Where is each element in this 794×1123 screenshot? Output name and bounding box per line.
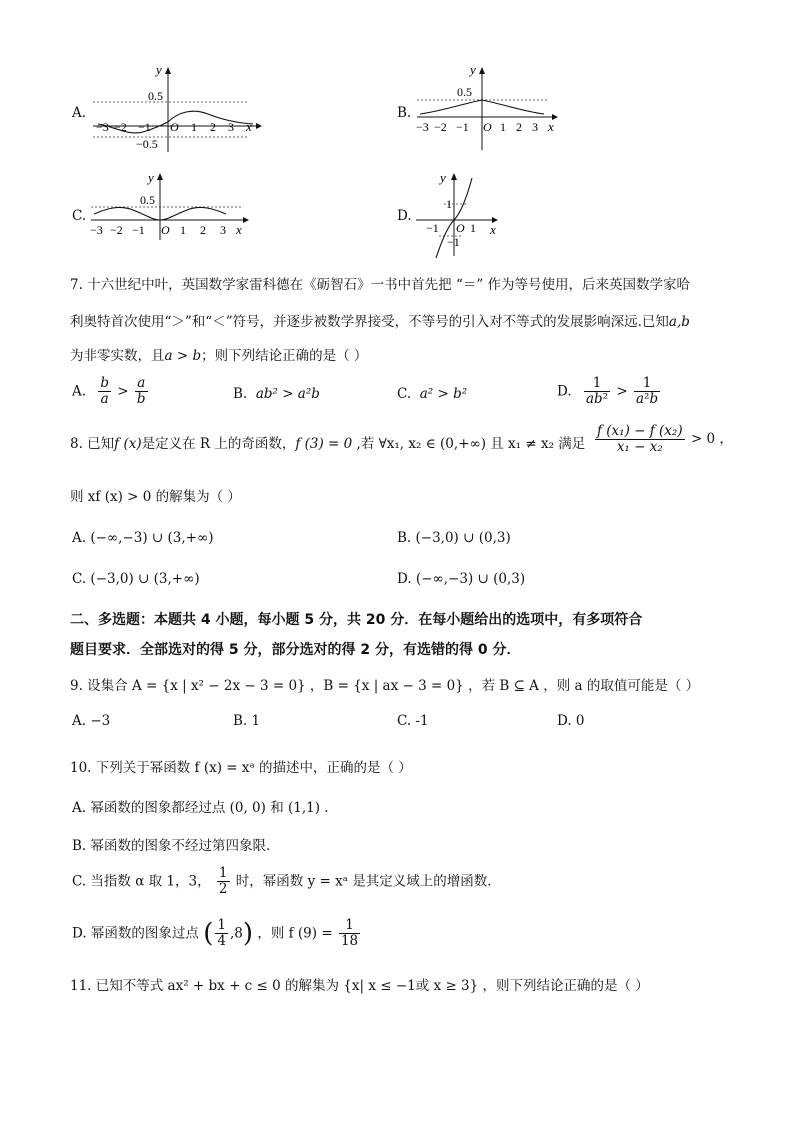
graph-d [414, 168, 514, 264]
q11-stem: 11. 已知不等式 ax² + bx + c ≤ 0 的解集为 {x| x ≤ −1或 x ≥ 3} ，则下列结论正确的是（ ） [70, 978, 649, 994]
svg-text:−1: −1 [132, 223, 145, 237]
svg-text:y: y [148, 170, 154, 185]
option-b-label[interactable]: B. [397, 105, 412, 121]
svg-text:−2: −2 [114, 120, 127, 134]
graph-c [88, 170, 268, 246]
q8-line1: 8. 已知f (x)是定义在 R 上的奇函数，f (3) = 0 ,若 ∀x₁, x₂ ∈ (0,+∞) 且 x₁ ≠ x₂ 满足 [70, 436, 586, 452]
svg-text:−3: −3 [96, 120, 109, 134]
svg-text:1: 1 [180, 223, 186, 237]
svg-text:x: x [246, 119, 252, 134]
section2-heading-line2: 题目要求．全部选对的得 5 分，部分选对的得 2 分，有选错的得 0 分． [70, 642, 521, 658]
svg-text:2: 2 [516, 120, 522, 134]
svg-text:2: 2 [210, 120, 216, 134]
svg-text:3: 3 [220, 223, 226, 237]
svg-text:−1: −1 [456, 120, 469, 134]
q8-line2: 则 xf (x) > 0 的解集为（ ） [70, 489, 241, 505]
svg-text:1: 1 [446, 197, 452, 211]
q8-fraction: $\frac{\text{f (x₁) − f (x₂)}}{\text{x₁ − x₂}}$ > 0 ， [597, 423, 733, 455]
svg-text:O: O [456, 221, 465, 235]
q10-option-c[interactable]: C. 当指数 α 取 1，3， $\frac{1}{2}$ 时，幂函数 y = xᵃ 是其定义域上的增函数． [72, 865, 501, 897]
svg-text:−1: −1 [447, 235, 460, 249]
q10-option-a[interactable]: A. 幂函数的图象都经过点 (0, 0) 和 (1,1) . [72, 800, 329, 816]
graph-b [412, 62, 592, 158]
svg-text:0.5: 0.5 [140, 193, 155, 207]
svg-text:x: x [490, 222, 496, 237]
graph-a-ytick: 0.5 [148, 89, 163, 103]
q10-stem: 10. 下列关于幂函数 f (x) = xᵃ 的描述中，正确的是（ ） [70, 760, 412, 776]
q9-option-b[interactable]: B. 1 [233, 713, 261, 729]
q10-option-b[interactable]: B. 幂函数的图象不经过第四象限． [72, 838, 280, 854]
svg-text:1: 1 [500, 120, 506, 134]
svg-text:3: 3 [532, 120, 538, 134]
svg-text:−1: −1 [138, 120, 151, 134]
svg-text:y: y [440, 170, 446, 185]
q7-option-c[interactable]: C. a² > b² [397, 386, 468, 402]
option-c-label[interactable]: C. [72, 208, 87, 224]
svg-text:1: 1 [470, 221, 476, 235]
q7-line2: 利奥特首次使用“＞”和“＜”符号，并逐步被数学界接受，不等号的引入对不等式的发展影响深远.已知a,b [70, 314, 690, 330]
svg-text:−1: −1 [426, 221, 439, 235]
q9-option-d[interactable]: D. 0 [557, 713, 585, 729]
svg-text:y: y [470, 62, 476, 77]
q7-line1: 7. 十六世纪中叶，英国数学家雷科德在《砺智石》一书中首先把 “＝” 作为等号使用，后来英国数学家哈 [70, 277, 691, 293]
svg-text:x: x [548, 119, 554, 134]
graph-a-y-label: y [156, 62, 162, 77]
q9-option-a[interactable]: A. −3 [72, 713, 111, 729]
svg-text:x: x [236, 222, 242, 237]
graph-a [88, 62, 268, 158]
option-a-label[interactable]: A. [72, 105, 87, 121]
q7-line3: 为非零实数，且a > b；则下列结论正确的是（ ） [70, 348, 368, 364]
svg-text:−3: −3 [416, 120, 429, 134]
q7-option-d[interactable]: D. $\frac{1}{\text{ab²}}$ > $\frac{1}{\text{a²b}}$ [557, 375, 659, 407]
q8-option-a[interactable]: A. (−∞,−3) ∪ (3,+∞) [72, 530, 214, 546]
q10-option-d[interactable]: D. 幂函数的图象过点 ( $\frac{1}{4}$ ,8) ，则 f (9) = $\frac{1}{18}$ [72, 917, 359, 949]
svg-text:0.5: 0.5 [457, 85, 472, 99]
svg-text:O: O [161, 223, 170, 237]
q7-option-a[interactable]: A. $\frac{b}{a}$ > $\frac{a}{b}$ [72, 375, 146, 407]
section2-heading-line1: 二、多选题：本题共 4 小题，每小题 5 分，共 20 分．在每小题给出的选项中，有多项符合 [70, 612, 643, 628]
svg-text:O: O [483, 120, 492, 134]
q9-stem: 9. 设集合 A = {x | x² − 2x − 3 = 0} ，B = {x | ax − 3 = 0} ，若 B ⊆ A ，则 a 的取值可能是（ ） [70, 678, 700, 694]
svg-text:−3: −3 [90, 223, 103, 237]
svg-text:−2: −2 [110, 223, 123, 237]
q8-option-d[interactable]: D. (−∞,−3) ∪ (0,3) [397, 571, 526, 587]
q9-option-c[interactable]: C. -1 [397, 713, 429, 729]
svg-text:2: 2 [200, 223, 206, 237]
q8-option-c[interactable]: C. (−3,0) ∪ (3,+∞) [72, 571, 200, 587]
svg-text:1: 1 [191, 120, 197, 134]
graph-a-yneg: −0.5 [136, 137, 158, 151]
svg-text:−2: −2 [434, 120, 447, 134]
svg-text:3: 3 [228, 120, 234, 134]
option-d-label[interactable]: D. [397, 208, 412, 224]
q7-option-b[interactable]: B. ab² > a²b [233, 386, 320, 402]
svg-text:O: O [170, 120, 179, 134]
q8-option-b[interactable]: B. (−3,0) ∪ (0,3) [397, 530, 511, 546]
